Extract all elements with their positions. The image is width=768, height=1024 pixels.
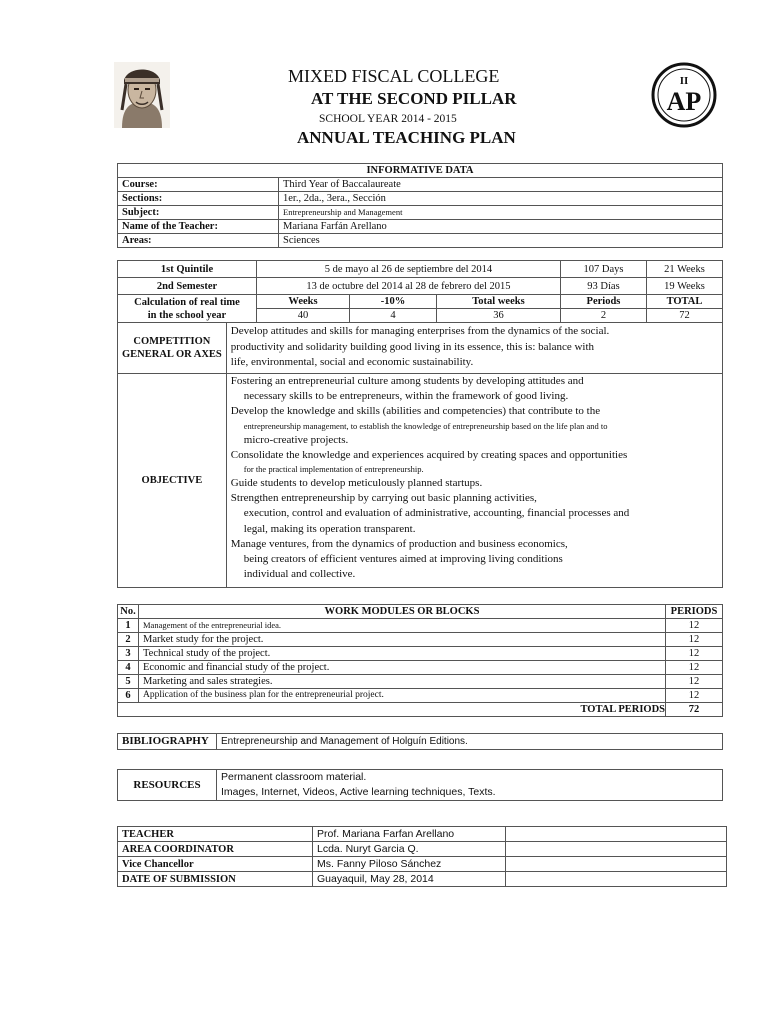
signature-name: Ms. Fanny Piloso Sánchez [313,857,506,872]
time-weeks: 19 Weeks [646,278,722,295]
competition-line: Develop attitudes and skills for managing enterprises from the dynamics of the social. [230,325,610,337]
objective-line: Develop the knowledge and skills (abilities and competencies) that contribute to the [230,405,601,418]
signature-role: AREA COORDINATOR [118,842,313,857]
signature-role: TEACHER [118,827,313,842]
calc-value: 36 [437,309,561,323]
calc-header: Weeks [257,295,350,309]
table-row [118,633,723,647]
informative-data-table [117,163,723,248]
calc-value: 72 [646,309,722,323]
plan-title: ANNUAL TEACHING PLAN [297,128,516,147]
college-subtitle: AT THE SECOND PILLAR [311,89,517,108]
module-periods: 12 [666,661,723,675]
resources-line: Permanent classroom material. [221,771,367,783]
time-dates: 5 de mayo al 26 de septiembre del 2014 [257,261,561,278]
resources-value [217,770,723,801]
info-row-teacher [118,220,723,234]
time-label: 2nd Semester [118,278,257,295]
signature-row [118,857,727,872]
modules-header-title: WORK MODULES OR BLOCKS [139,605,666,619]
calc-header: Periods [560,295,646,309]
calc-header: TOTAL [646,295,722,309]
college-name: MIXED FISCAL COLLEGE [288,66,500,86]
module-periods: 12 [666,675,723,689]
competition-row [118,323,723,374]
calc-label [118,295,257,323]
signatures-table [117,826,727,887]
calc-value: 40 [257,309,350,323]
module-title: Technical study of the project. [139,647,666,661]
objective-label: OBJECTIVE [118,374,227,588]
signature-name: Lcda. Nuryt Garcia Q. [313,842,506,857]
calc-header: Total weeks [437,295,561,309]
competition-line: productivity and solidarity building good living in its essence, this is: balance with [230,340,595,353]
objective-row [118,374,723,588]
time-row-headers [118,295,723,309]
module-title: Management of the entrepreneurial idea. [139,619,666,633]
table-row [118,647,723,661]
modules-total-row [118,703,723,717]
calc-label-line: Calculation of real time [134,296,240,308]
calc-header: -10% [350,295,437,309]
info-row-sections [118,192,723,206]
module-periods: 12 [666,689,723,703]
informative-title: INFORMATIVE DATA [118,164,723,178]
signature-cell [506,872,727,887]
modules-header-row [118,605,723,619]
college-logo [650,62,718,128]
module-periods: 12 [666,619,723,633]
module-no: 6 [118,689,139,703]
module-no: 1 [118,619,139,633]
signature-cell [506,842,727,857]
competition-text [226,323,722,374]
module-no: 5 [118,675,139,689]
info-value: Entrepreneurship and Management [279,206,723,220]
objective-line: individual and collective. [243,568,356,581]
info-value: Third Year of Baccalaureate [279,178,723,192]
objective-line: Guide students to develop meticulously planned startups. [230,477,483,490]
objective-line: micro-creative projects. [243,433,349,446]
signature-row [118,827,727,842]
info-row-subject [118,206,723,220]
signature-name: Guayaquil, May 28, 2014 [313,872,506,887]
info-label: Sections: [118,192,279,206]
calc-value: 4 [350,309,437,323]
info-label: Subject: [118,206,279,220]
signature-row [118,872,727,887]
module-title: Application of the business plan for the entrepreneurial project. [139,689,666,703]
module-title: Economic and financial study of the project. [139,661,666,675]
objective-line: execution, control and evaluation of administrative, accounting, financial processes and [243,507,630,520]
modules-header-no: No. [118,605,139,619]
time-dates: 13 de octubre del 2014 al 28 de febrero del 2015 [257,278,561,295]
info-value: Mariana Farfán Arellano [279,220,723,234]
modules-header-periods: PERIODS [666,605,723,619]
table-row [118,619,723,633]
time-label: 1st Quintile [118,261,257,278]
bibliography-table [117,733,723,750]
signature-cell [506,857,727,872]
logo-numeral: II [679,75,689,87]
signature-name: Prof. Mariana Farfan Arellano [313,827,506,842]
competition-label-line: GENERAL OR AXES [122,349,222,360]
objective-line: Fostering an entrepreneurial culture among students by developing attitudes and [230,375,584,387]
info-row-course [118,178,723,192]
module-periods: 12 [666,633,723,647]
logo-letters: AP [666,87,702,116]
module-no: 3 [118,647,139,661]
competition-objective-table [117,322,723,588]
objective-line: being creators of efficient ventures aimed at improving living conditions [243,553,563,566]
time-days: 93 Días [560,278,646,295]
competition-line: life, environmental, social and economic sustainability. [230,356,474,368]
info-label: Areas: [118,234,279,248]
module-title: Marketing and sales strategies. [139,675,666,689]
table-row [118,661,723,675]
table-row [118,675,723,689]
info-label: Course: [118,178,279,192]
module-title: Market study for the project. [139,633,666,647]
info-value: Sciences [279,234,723,248]
bibliography-label: BIBLIOGRAPHY [118,734,217,750]
calc-label-line: in the school year [147,309,227,321]
modules-total-label: TOTAL PERIODS [118,703,666,717]
module-periods: 12 [666,647,723,661]
competition-label-line: COMPETITION [133,336,211,347]
objective-line: Strengthen entrepreneurship by carrying out basic planning activities, [230,492,537,505]
objective-text [226,374,722,588]
info-label: Name of the Teacher: [118,220,279,234]
bibliography-value: Entrepreneurship and Management of Holguín Editions. [217,734,723,750]
time-row-semester [118,278,723,295]
signature-row [118,842,727,857]
portrait-image [114,62,170,128]
time-row-quintile [118,261,723,278]
objective-line: legal, making its operation transparent. [243,522,416,535]
modules-table [117,604,723,717]
resources-line: Images, Internet, Videos, Active learning techniques, Texts. [221,786,496,798]
objective-line: for the practical implementation of entrepreneurship. [243,464,424,475]
table-row [118,689,723,703]
time-weeks: 21 Weeks [646,261,722,278]
objective-line: necessary skills to be entrepreneurs, within the framework of good living. [243,390,569,403]
competition-label [118,323,227,374]
time-table [117,260,723,323]
resources-table [117,769,723,801]
signature-role: DATE OF SUBMISSION [118,872,313,887]
info-row-areas [118,234,723,248]
calc-value: 2 [560,309,646,323]
objective-line: entrepreneurship management, to establish the knowledge of entrepreneurship based on the life plan and to [243,420,608,431]
objective-line: Manage ventures, from the dynamics of production and business economics, [230,537,568,550]
modules-total-value: 72 [666,703,723,717]
signature-role: Vice Chancellor [118,857,313,872]
signature-cell [506,827,727,842]
school-year: SCHOOL YEAR 2014 - 2015 [319,113,457,125]
time-days: 107 Days [560,261,646,278]
objective-line: Consolidate the knowledge and experiences acquired by creating spaces and opportunities [230,448,628,461]
module-no: 4 [118,661,139,675]
info-value: 1er., 2da., 3era., Sección [279,192,723,206]
module-no: 2 [118,633,139,647]
resources-label: RESOURCES [118,770,217,801]
